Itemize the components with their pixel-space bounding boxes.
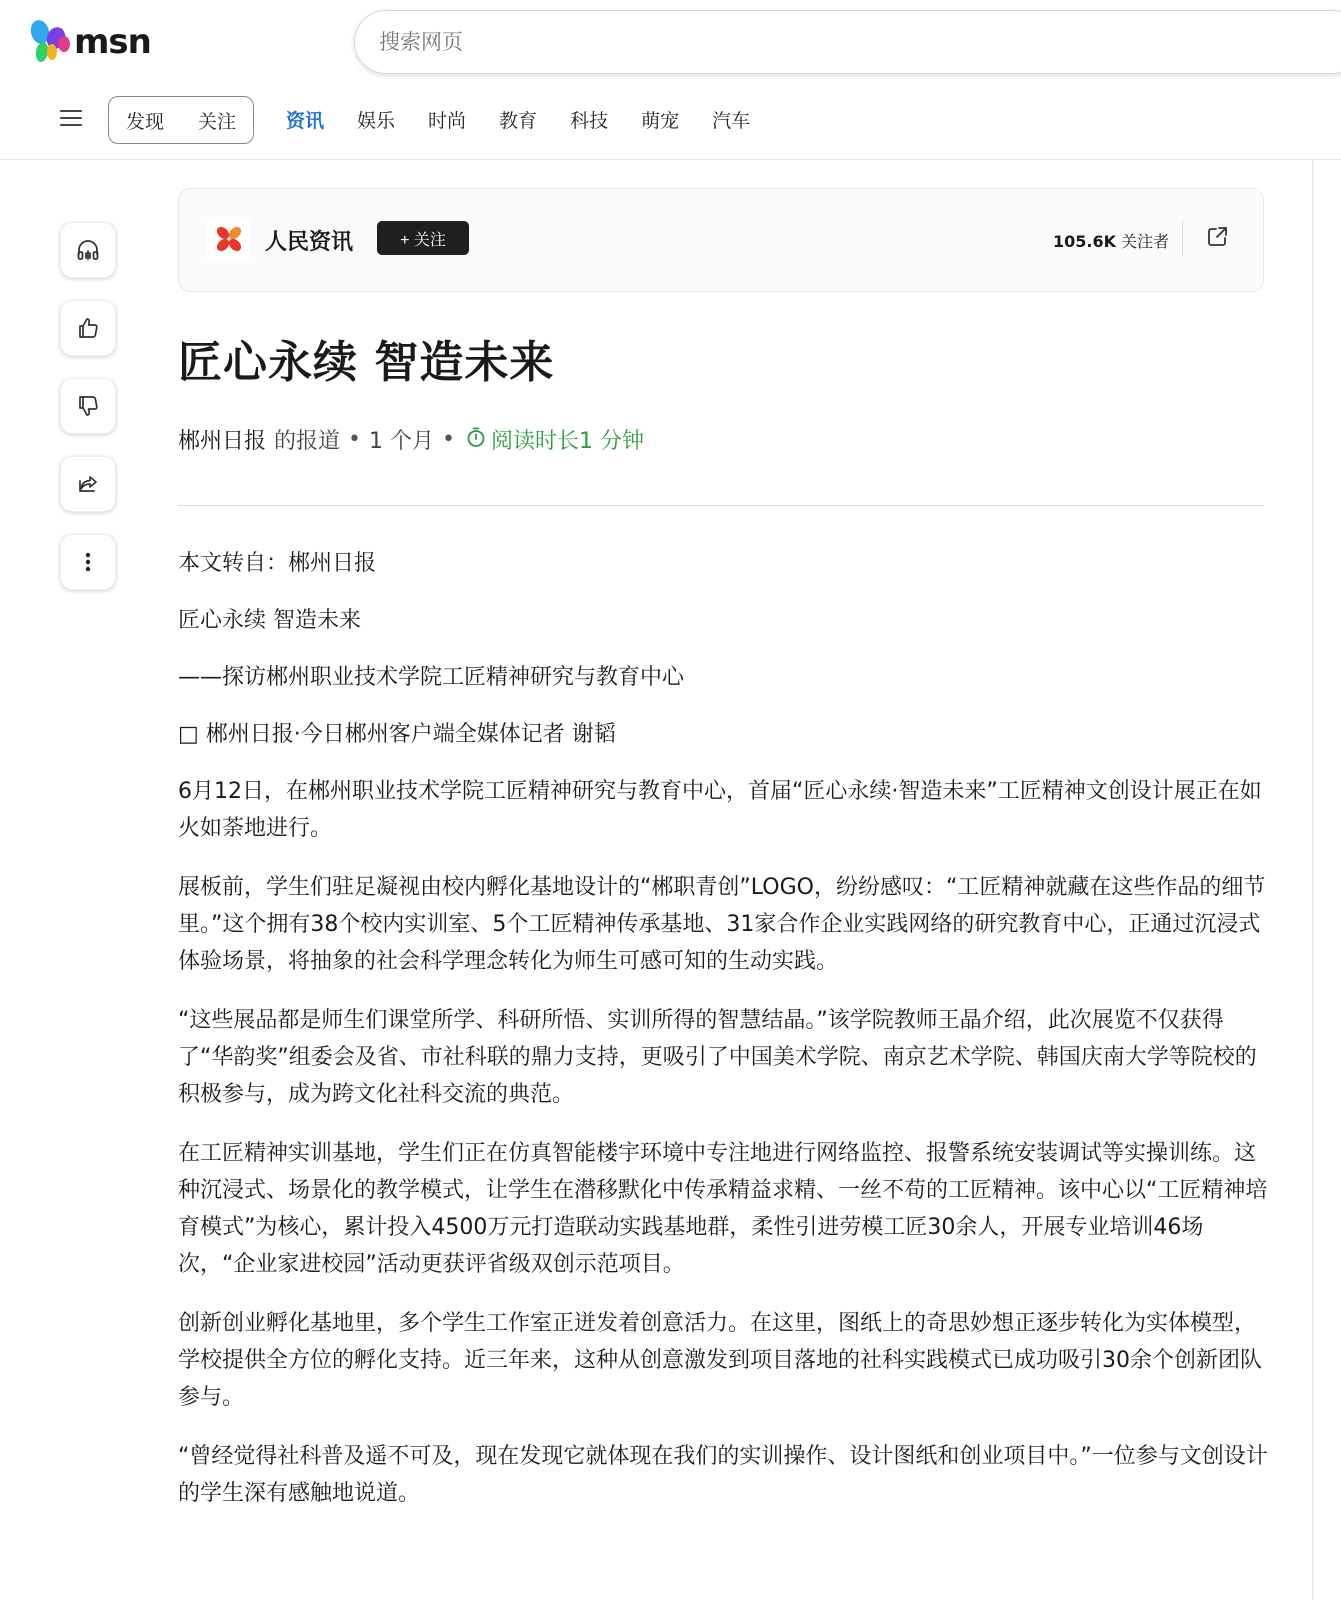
followers-number: 105.6K — [1053, 232, 1117, 251]
search-box[interactable] — [354, 10, 1341, 74]
tab-autos[interactable]: 汽车 — [712, 110, 751, 132]
tab-pets[interactable]: 萌宠 — [641, 110, 680, 132]
category-tabs — [286, 106, 783, 133]
share-button[interactable] — [60, 456, 116, 512]
article-paragraph: 创新创业孵化基地里，多个学生工作室正迸发着创意活力。在这里，图纸上的奇思妙想正逐步转化为实体模型，学校提供全方位的孵化支持。近三年来，这种从创意激发到项目落地的社科实践模式已成功吸引30余个创新团队参与。 — [178, 1311, 1262, 1410]
thumbs-down-icon — [76, 394, 100, 418]
dislike-button[interactable] — [60, 378, 116, 434]
tab-technology[interactable]: 科技 — [570, 110, 609, 132]
search-input[interactable] — [379, 30, 1279, 54]
msn-butterfly-icon — [28, 18, 72, 66]
meta-separator: • — [442, 427, 455, 452]
article-paragraph: “曾经觉得社科普及遥不可及，现在发现它就体现在我们的实训操作、设计图纸和创业项目中。”一位参与文创设计的学生深有感触地说道。 — [178, 1444, 1268, 1506]
nav-bar — [0, 94, 1341, 146]
article-paragraph: 在工匠精神实训基地，学生们正在仿真智能楼宇环境中专注地进行网络监控、报警系统安装调试等实操训练。这种沉浸式、场景化的教学模式，让学生在潜移默化中传承精益求精、一丝不苟的工匠精神。该中心以“工匠精神培育模式”为核心，累计投入4500万元打造联动实践基地群，柔性引进劳模工匠30余人，开展专业培训46场次，“企业家进校园”活动更获评省级双创示范项目。 — [178, 1141, 1268, 1277]
scrollbar-track[interactable] — [1312, 160, 1313, 1600]
headphones-icon — [75, 237, 101, 263]
open-external-button[interactable] — [1205, 225, 1229, 249]
thumbs-up-icon — [76, 316, 100, 340]
publisher-logo[interactable] — [207, 217, 251, 261]
publisher-logo-icon — [212, 222, 246, 256]
timer-icon — [465, 426, 487, 454]
meta-separator: • — [348, 427, 362, 452]
article-paragraph: 6月12日，在郴州职业技术学院工匠精神研究与教育中心，首届“匠心永续·智造未来”工匠精神文创设计展正在如火如荼地进行。 — [178, 779, 1262, 841]
article-meta — [178, 424, 644, 455]
logo-text: msn — [74, 22, 151, 62]
source-name[interactable]: 郴州日报 — [178, 429, 267, 454]
tab-entertainment[interactable]: 娱乐 — [357, 110, 396, 132]
publisher-name[interactable]: 人民资讯 — [265, 230, 354, 255]
read-time: 阅读时长1 分钟 — [491, 429, 644, 454]
publisher-card — [178, 188, 1264, 292]
divider — [178, 505, 1264, 506]
more-options-button[interactable] — [60, 534, 116, 590]
article-paragraph: ——探访郴州职业技术学院工匠精神研究与教育中心 — [178, 665, 685, 690]
article-paragraph: 展板前，学生们驻足凝视由校内孵化基地设计的“郴职青创”LOGO，纷纷感叹：“工匠精神就藏在这些作品的细节里。”这个拥有38个校内实训室、5个工匠精神传承基地、31家合作企业实践网络的研究教育中心，正通过沉浸式体验场景，将抽象的社会科学理念转化为师生可感可知的生动实践。 — [178, 875, 1266, 974]
followers-count — [1053, 229, 1169, 252]
tab-education[interactable]: 教育 — [499, 110, 538, 132]
share-icon — [76, 472, 100, 496]
action-rail — [60, 222, 116, 612]
msn-logo[interactable] — [28, 18, 151, 66]
tab-discover[interactable]: 发现 — [125, 110, 164, 133]
article-title: 匠心永续 智造未来 — [178, 337, 555, 388]
more-vertical-icon — [76, 550, 100, 574]
listen-button[interactable] — [60, 222, 116, 278]
followers-label: 关注者 — [1121, 232, 1170, 251]
top-bar — [0, 0, 1341, 160]
time-ago: 1 个月 — [369, 429, 435, 454]
article-paragraph: 本文转自：郴州日报 — [178, 551, 377, 576]
external-link-icon — [1205, 225, 1229, 249]
source-suffix: 的报道 — [274, 429, 341, 454]
tab-news[interactable]: 资讯 — [286, 110, 325, 132]
article-paragraph: “这些展品都是师生们课堂所学、科研所悟、实训所得的智慧结晶。”该学院教师王晶介绍，此次展览不仅获得了“华韵奖”组委会及省、市社科联的鼎力支持，更吸引了中国美术学院、南京艺术学院、韩国庆南大学等院校的积极参与，成为跨文化社科交流的典范。 — [178, 1008, 1257, 1107]
tab-following[interactable]: 关注 — [197, 110, 236, 133]
follow-button[interactable]: + 关注 — [377, 221, 469, 255]
feed-toggle — [108, 96, 254, 144]
article-paragraph: □ 郴州日报·今日郴州客户端全媒体记者 谢韬 — [178, 722, 616, 747]
menu-icon[interactable] — [60, 110, 82, 128]
tab-fashion[interactable]: 时尚 — [428, 110, 467, 132]
article-paragraph: 匠心永续 智造未来 — [178, 608, 361, 633]
like-button[interactable] — [60, 300, 116, 356]
divider — [1182, 221, 1183, 257]
article-body — [178, 545, 1268, 1534]
